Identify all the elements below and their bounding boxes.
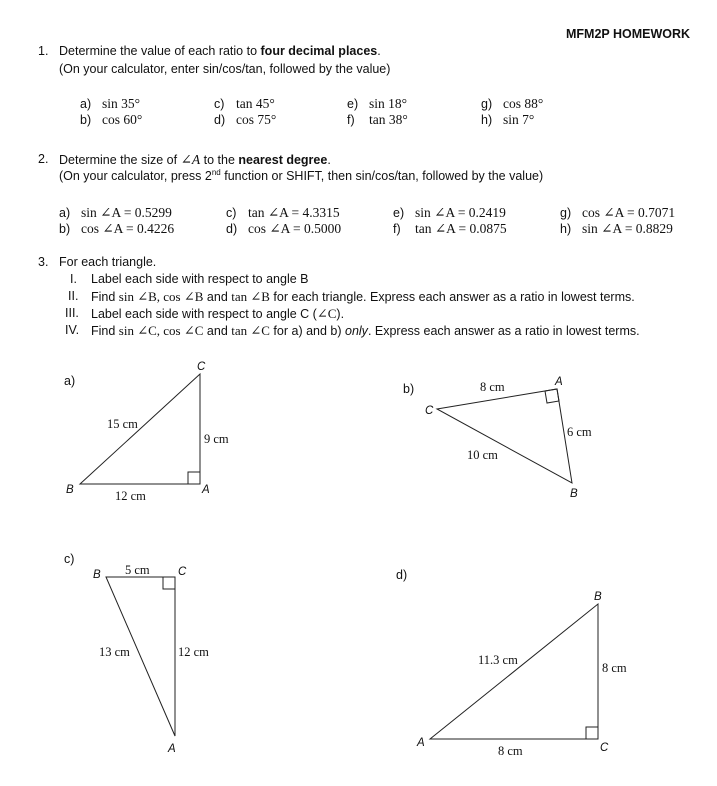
- vertex-label: A: [555, 376, 563, 388]
- q1-item-b: b) cos 60°: [80, 112, 143, 127]
- q2-instruction: Determine the size of ∠A to the nearest degree.: [59, 152, 331, 167]
- vertex-label: C: [178, 566, 187, 578]
- triangle-c: [64, 552, 209, 755]
- q2-item-b: b) cos ∠A = 0.4226: [59, 221, 175, 236]
- side-label: 12 cm: [178, 645, 209, 659]
- q1-item-d: d) cos 75°: [214, 112, 277, 127]
- triangle-b-shape: [437, 389, 572, 483]
- q1-item-e: e) sin 18°: [347, 96, 408, 111]
- vertex-label: C: [197, 361, 206, 373]
- side-label: 11.3 cm: [478, 653, 518, 667]
- q2-item-h: h) sin ∠A = 0.8829: [560, 221, 673, 236]
- q3-step-num: III.: [65, 306, 79, 320]
- q3-step-num: I.: [70, 272, 77, 286]
- vertex-label: C: [425, 405, 434, 417]
- vertex-label: B: [66, 484, 74, 496]
- triangle-c-label: c): [64, 552, 75, 566]
- q1-item-h: h) sin 7°: [481, 112, 535, 127]
- side-label: 9 cm: [204, 432, 229, 446]
- side-label: 12 cm: [115, 489, 146, 503]
- q1-item-a: a) sin 35°: [80, 96, 141, 111]
- side-label: 10 cm: [467, 448, 498, 462]
- q1-hint: (On your calculator, enter sin/cos/tan, followed by the value): [59, 62, 391, 76]
- q3-intro: For each triangle.: [59, 255, 157, 269]
- q2-item-g: g) cos ∠A = 0.7071: [560, 205, 676, 220]
- vertex-label: B: [570, 488, 578, 500]
- side-label: 15 cm: [107, 417, 138, 431]
- right-angle-marker: [163, 577, 175, 589]
- side-label: 13 cm: [99, 645, 130, 659]
- q1-item-g: g) cos 88°: [481, 96, 544, 111]
- triangle-a: [64, 361, 229, 503]
- q2-hint: (On your calculator, press 2nd function or SHIFT, then sin/cos/tan, followed by the value): [59, 167, 544, 183]
- vertex-label: A: [417, 737, 425, 749]
- q2-number: 2.: [38, 152, 49, 166]
- side-label: 5 cm: [125, 563, 150, 577]
- right-angle-marker: [188, 472, 200, 484]
- triangle-a-label: a): [64, 374, 76, 388]
- q3-step-text: Find sin ∠C, cos ∠C and tan ∠C for a) and b) only. Express each answer as a ratio in lowest terms.: [91, 323, 640, 338]
- triangle-a-shape: [80, 374, 200, 484]
- triangle-d-label: d): [396, 568, 408, 582]
- q3-step-text: Label each side with respect to angle C (∠C).: [91, 306, 345, 321]
- side-label: 6 cm: [567, 425, 592, 439]
- vertex-label: A: [168, 743, 176, 755]
- q2-item-c: c) tan ∠A = 4.3315: [226, 205, 340, 220]
- triangle-d-shape: [430, 604, 598, 739]
- q3-step-num: II.: [68, 289, 79, 303]
- right-angle-marker: [586, 727, 598, 739]
- vertex-label: C: [600, 742, 609, 754]
- triangle-b-label: b): [403, 382, 415, 396]
- side-label: 8 cm: [602, 661, 627, 675]
- q1-instruction: Determine the value of each ratio to four decimal places.: [59, 44, 381, 58]
- side-label: 8 cm: [480, 380, 505, 394]
- q1-number: 1.: [38, 44, 49, 58]
- vertex-label: B: [93, 569, 101, 581]
- q3-step-num: IV.: [65, 323, 80, 337]
- q3-step-text: Label each side with respect to angle B: [91, 272, 309, 286]
- q2-item-a: a) sin ∠A = 0.5299: [59, 205, 172, 220]
- q1-item-f: f) tan 38°: [347, 112, 408, 127]
- triangle-d: [396, 568, 627, 758]
- q2-item-d: d) cos ∠A = 0.5000: [226, 221, 342, 236]
- q2-item-e: e) sin ∠A = 0.2419: [393, 205, 506, 220]
- triangle-b: [403, 376, 592, 500]
- vertex-label: A: [202, 484, 210, 496]
- vertex-label: B: [594, 591, 602, 603]
- q3-number: 3.: [38, 255, 49, 269]
- page-title: MFM2P HOMEWORK: [566, 27, 691, 41]
- q1-item-c: c) tan 45°: [214, 96, 275, 111]
- q2-item-f: f) tan ∠A = 0.0875: [393, 221, 507, 236]
- q3-step-text: Find sin ∠B, cos ∠B and tan ∠B for each triangle. Express each answer as a ratio in lowest terms.: [91, 289, 635, 304]
- right-angle-marker: [545, 389, 559, 403]
- side-label: 8 cm: [498, 744, 523, 758]
